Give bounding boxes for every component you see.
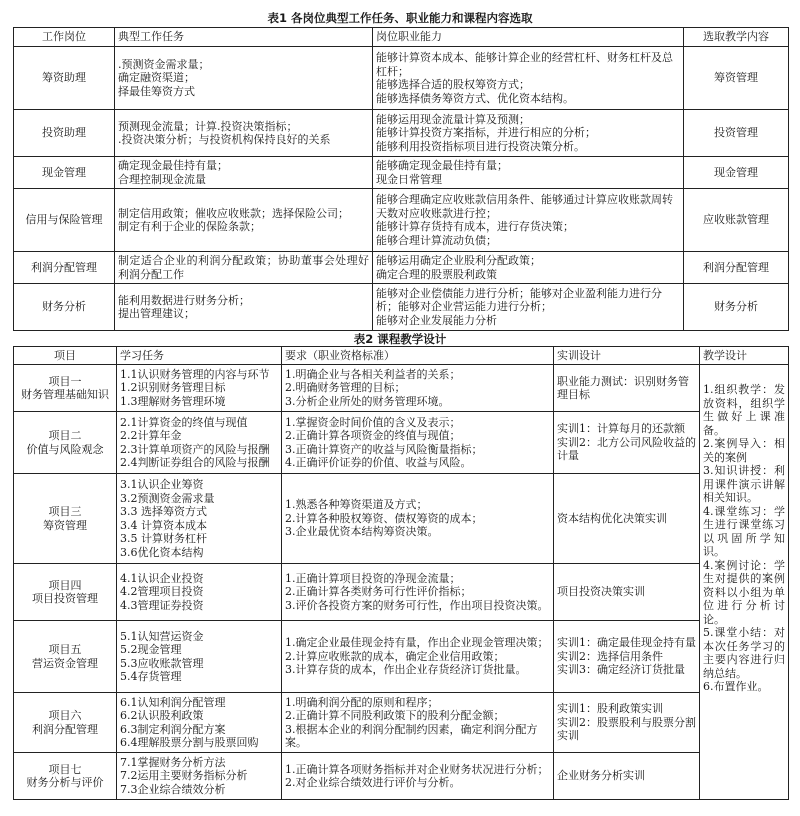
table-row xyxy=(14,753,789,800)
t1-tasks: 确定现金最佳持有量； 合理控制现金流量 xyxy=(115,157,373,189)
table-row xyxy=(14,47,789,110)
table-row xyxy=(14,110,789,157)
table-row xyxy=(14,474,789,564)
t2-tasks: 4.1认识企业投资 4.2管理项目投资 4.3管理证券投资 xyxy=(117,564,282,621)
t1-ability: 能够合理确定应收账款信用条件、能够通过计算应收账款周转天数对应收账款进行控； 能够计算存货持有成本，进行存货决策； 能够合理计算流动负债； xyxy=(373,189,684,252)
t2-req: 1.熟悉各种筹资渠道及方式； 2.计算各种股权筹资、债权筹资的成本； 3.企业最优资本结构筹资决策。 xyxy=(282,474,554,564)
t2-project: 项目五 营运资金管理 xyxy=(14,621,117,693)
t1-header-ability: 岗位职业能力 xyxy=(373,28,684,47)
t2-tasks: 3.1认识企业筹资 3.2预测资金需求量 3.3 选择筹资方式 3.4 计算资本成本 3.5 计算财务杠杆 3.6优化资本结构 xyxy=(117,474,282,564)
t2-tasks: 7.1掌握财务分析方法 7.2运用主要财务指标分析 7.3企业综合绩效分析 xyxy=(117,753,282,800)
t2-tasks: 1.1认识财务管理的内容与环节 1.2识别财务管理目标 1.3理解财务管理环境 xyxy=(117,365,282,412)
t1-post: 现金管理 xyxy=(14,157,115,189)
t1-ability: 能够确定现金最佳持有量； 现金日常管理 xyxy=(373,157,684,189)
t2-project: 项目二 价值与风险观念 xyxy=(14,412,117,474)
t2-practice: 职业能力测试：识别财务管理目标 xyxy=(554,365,700,412)
t1-tasks: 制定信用政策；催收应收账款；选择保险公司； 制定有利于企业的保险条款； xyxy=(115,189,373,252)
table-row xyxy=(14,365,789,412)
table-row xyxy=(14,693,789,753)
t2-req: 1.明确企业与各相关利益者的关系； 2.明确财务管理的目标； 3.分析企业所处的财务管理环境。 xyxy=(282,365,554,412)
t2-req: 1.正确计算项目投资的净现金流量； 2.正确计算各类财务可行性评价指标； 3.评价各投资方案的财务可行性，作出项目投资决策。 xyxy=(282,564,554,621)
table2-course-design xyxy=(13,346,789,800)
table2-header-row xyxy=(14,347,789,365)
t1-ability: 能够运用现金流量计算及预测； 能够计算投资方案指标，并进行相应的分析； 能够利用投资指标项目进行投资决策分析。 xyxy=(373,110,684,157)
table-row xyxy=(14,621,789,693)
t2-req: 1.正确计算各项财务指标并对企业财务状况进行分析； 2.对企业综合绩效进行评价与分析。 xyxy=(282,753,554,800)
t1-header-post: 工作岗位 xyxy=(14,28,115,47)
t2-practice: 项目投资决策实训 xyxy=(554,564,700,621)
t2-header-req: 要求（职业资格标准） xyxy=(282,347,554,365)
t1-post: 利润分配管理 xyxy=(14,252,115,284)
t1-content: 应收账款管理 xyxy=(684,189,789,252)
t2-practice: 企业财务分析实训 xyxy=(554,753,700,800)
t2-teaching-design: 1.组织教学：发放资料，组织学生做好上课准备。 2.案例导入：相关的案例 3.知识讲授：利用课件演示讲解相关知识。 4.课堂练习：学生进行课堂练习以巩固所学知识。 4.案例讨论：学生对提供的案例资料以小组为单位进行分析讨论。 5.课堂小结：对本次任务学习的主要内容进行归纳总结。 6.布置作业。 xyxy=(700,365,789,800)
t2-tasks: 2.1计算资金的终值与现值 2.2计算年金 2.3计算单项资产的风险与报酬 2.4判断证券组合的风险与报酬 xyxy=(117,412,282,474)
table-row xyxy=(14,157,789,189)
table-row xyxy=(14,252,789,284)
table-row xyxy=(14,412,789,474)
t1-ability: 能够计算资本成本、能够计算企业的经营杠杆、财务杠杆及总杠杆； 能够选择合适的股权筹资方式； 能够选择债务筹资方式、优化资本结构。 xyxy=(373,47,684,110)
t1-header-content: 选取教学内容 xyxy=(684,28,789,47)
t2-practice: 实训1：股利政策实训 实训2：股票股利与股票分割实训 xyxy=(554,693,700,753)
t1-ability: 能够对企业偿债能力进行分析；能够对企业盈利能力进行分析；能够对企业营运能力进行分析； 能够对企业发展能力分析 xyxy=(373,284,684,331)
t1-tasks: 能利用数据进行财务分析； 提出管理建议； xyxy=(115,284,373,331)
t2-practice: 实训1：计算每月的还款额 实训2：北方公司风险收益的计量 xyxy=(554,412,700,474)
t2-practice: 实训1：确定最佳现金持有量 实训2：选择信用条件 实训3：确定经济订货批量 xyxy=(554,621,700,693)
t1-header-tasks: 典型工作任务 xyxy=(115,28,373,47)
t2-tasks: 5.1认知营运资金 5.2现金管理 5.3应收账款管理 5.4存货管理 xyxy=(117,621,282,693)
t2-project: 项目七 财务分析与评价 xyxy=(14,753,117,800)
t2-header-tasks: 学习任务 xyxy=(117,347,282,365)
t1-content: 现金管理 xyxy=(684,157,789,189)
table-row xyxy=(14,564,789,621)
t2-req: 1.确定企业最佳现金持有量，作出企业现金管理决策； 2.计算应收账款的成本，确定企业信用政策； 3.计算存货的成本，作出企业存货经济订货批量。 xyxy=(282,621,554,693)
table1-caption: 表1 各岗位典型工作任务、职业能力和课程内容选取 xyxy=(267,11,533,25)
t2-project: 项目六 利润分配管理 xyxy=(14,693,117,753)
t1-content: 财务分析 xyxy=(684,284,789,331)
table2-caption: 表2 课程教学设计 xyxy=(353,332,447,346)
t2-header-teaching: 教学设计 xyxy=(700,347,789,365)
t2-project: 项目一 财务管理基础知识 xyxy=(14,365,117,412)
table1-header-row xyxy=(14,28,789,47)
t2-req: 1.明确利润分配的原则和程序； 2.正确计算不同股利政策下的股利分配金额； 3.根据本企业的利润分配制约因素，确定利润分配方案。 xyxy=(282,693,554,753)
t2-tasks: 6.1认知利润分配管理 6.2认识股利政策 6.3制定利润分配方案 6.4理解股票分割与股票回购 xyxy=(117,693,282,753)
t1-content: 筹资管理 xyxy=(684,47,789,110)
t1-tasks: 制定适合企业的利润分配政策；协助董事会处理好利润分配工作 xyxy=(115,252,373,284)
table-row xyxy=(14,189,789,252)
t1-content: 投资管理 xyxy=(684,110,789,157)
t2-project: 项目三 筹资管理 xyxy=(14,474,117,564)
table1-job-tasks xyxy=(13,27,789,331)
t2-practice: 资本结构优化决策实训 xyxy=(554,474,700,564)
t1-post: 信用与保险管理 xyxy=(14,189,115,252)
t2-req: 1.掌握资金时间价值的含义及表示； 2.正确计算各项资金的终值与现值； 3.正确计算资产的收益与风险衡量指标； 4.正确评价证券的价值、收益与风险。 xyxy=(282,412,554,474)
table-row xyxy=(14,284,789,331)
t2-project: 项目四 项目投资管理 xyxy=(14,564,117,621)
t1-content: 利润分配管理 xyxy=(684,252,789,284)
t1-tasks: 预测现金流量；计算.投资决策指标； .投资决策分析；与投资机构保持良好的关系 xyxy=(115,110,373,157)
t1-ability: 能够运用确定企业股利分配政策； 确定合理的股票股利政策 xyxy=(373,252,684,284)
t2-header-project: 项目 xyxy=(14,347,117,365)
t1-post: 投资助理 xyxy=(14,110,115,157)
t1-tasks: .预测资金需求量； 确定融资渠道； 择最佳筹资方式 xyxy=(115,47,373,110)
t2-header-practice: 实训设计 xyxy=(554,347,700,365)
t1-post: 财务分析 xyxy=(14,284,115,331)
t1-post: 筹资助理 xyxy=(14,47,115,110)
